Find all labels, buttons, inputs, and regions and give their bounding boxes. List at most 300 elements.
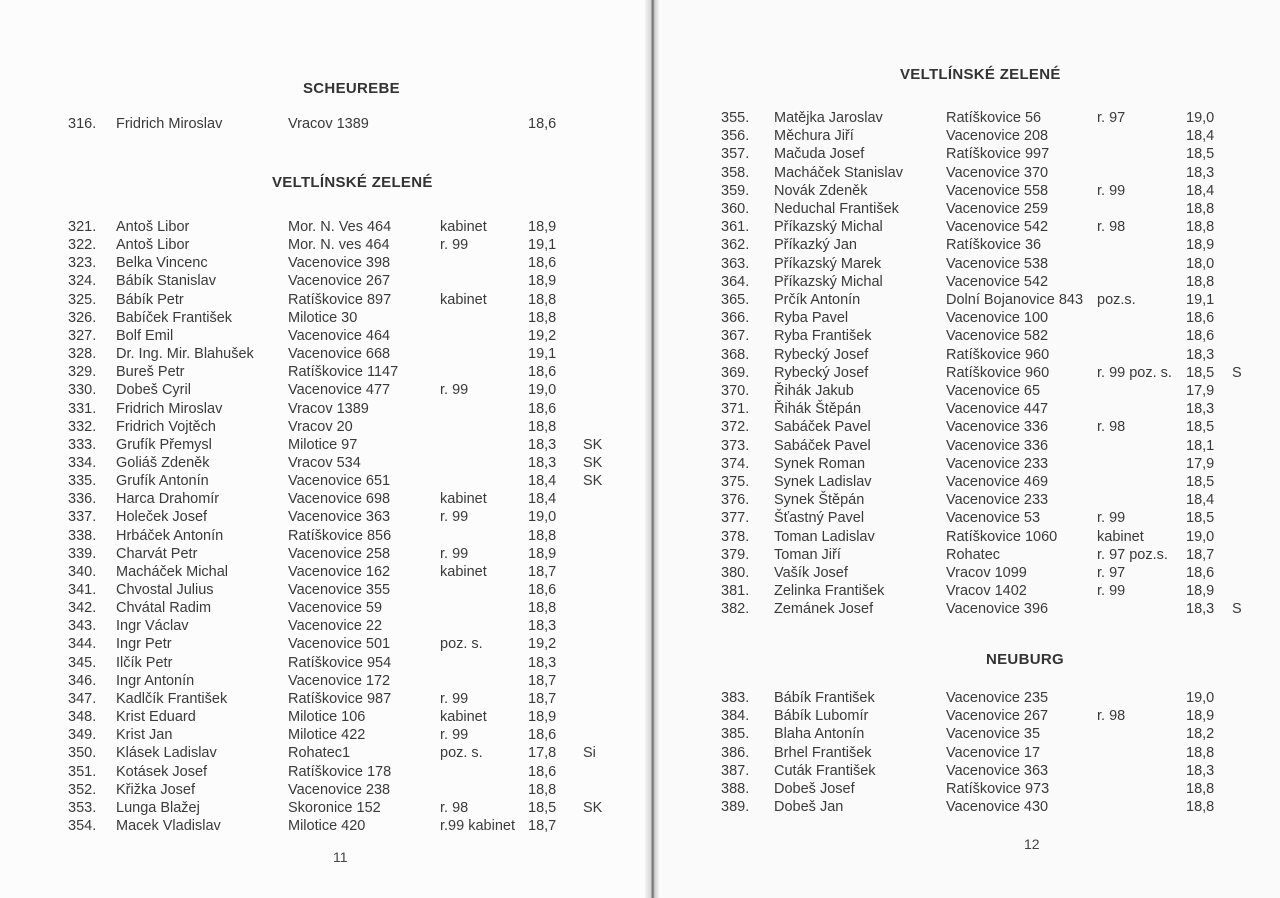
cell-name: Cuták František (774, 762, 876, 779)
cell-note: r. 99 (1097, 583, 1126, 600)
cell-address: Vacenovice 267 (288, 273, 391, 290)
cell-no: 350. (68, 745, 97, 762)
cell-name: Klásek Ladislav (116, 745, 217, 762)
cell-score: 18,9 (528, 709, 557, 726)
cell-score: 19,0 (528, 509, 557, 526)
cell-name: Chvátal Radim (116, 600, 212, 617)
table-row (0, 655, 640, 673)
cell-address: Rohatec (946, 546, 1001, 563)
cell-address: Milotice 420 (288, 817, 366, 834)
cell-name: Příkazský Marek (774, 255, 882, 272)
table-row (650, 146, 1280, 164)
cell-name: Novák Zdeněk (774, 182, 868, 199)
cell-address: Ratíškovice 1147 (288, 364, 399, 381)
table-row (0, 509, 640, 527)
cell-no: 325. (68, 291, 97, 308)
cell-note: poz. s. (440, 636, 483, 653)
cell-score: 19,2 (528, 327, 557, 344)
cell-address: Ratíškovice 1060 (946, 528, 1058, 545)
cell-name: Zelinka František (774, 583, 885, 600)
cell-address: Vacenovice 233 (946, 492, 1049, 509)
cell-no: 362. (721, 237, 750, 254)
cell-name: Goliáš Zdeněk (116, 454, 210, 471)
cell-name: Charvát Petr (116, 545, 198, 562)
cell-score: 18,3 (528, 454, 557, 471)
cell-score: 18,7 (1186, 546, 1215, 563)
table-row (650, 690, 1280, 708)
right-page (650, 0, 1280, 898)
cell-address: Vacenovice 162 (288, 563, 391, 580)
cell-name: Zemánek Josef (774, 601, 874, 618)
cell-note: kabinet (1097, 528, 1144, 545)
cell-address: Vacenovice 582 (946, 328, 1049, 345)
cell-no: 316. (68, 116, 97, 132)
cell-score: 18,9 (528, 273, 557, 290)
cell-address: Vacenovice 336 (946, 437, 1049, 454)
table-row (650, 183, 1280, 201)
table-row (650, 237, 1280, 255)
cell-score: 18,8 (528, 527, 557, 544)
cell-name: Toman Ladislav (774, 528, 875, 545)
table-row (650, 529, 1280, 547)
table-row (650, 365, 1280, 383)
cell-name: Prčík Antonín (774, 292, 861, 308)
cell-score: 18,8 (1186, 219, 1215, 236)
cell-address: Vacenovice 35 (946, 726, 1041, 743)
cell-name: Babíček František (116, 309, 233, 326)
cell-note: kabinet (440, 709, 487, 726)
cell-name: Příkazský Michal (774, 273, 883, 290)
table-row (650, 438, 1280, 456)
table-row (0, 618, 640, 636)
table-row (650, 799, 1280, 817)
cell-no: 386. (721, 744, 750, 761)
cell-score: 18,6 (1186, 328, 1215, 345)
cell-no: 381. (721, 583, 750, 600)
cell-address: Vacenovice 464 (288, 327, 391, 344)
cell-address: Milotice 422 (288, 727, 366, 744)
cell-name: Řihák Jakub (774, 383, 854, 399)
cell-name: Křižka Josef (116, 781, 195, 798)
table-row (0, 219, 640, 237)
cell-name: Ryba František (774, 328, 872, 345)
cell-score: 18,8 (1186, 799, 1215, 816)
cell-no: 348. (68, 709, 97, 726)
cell-score: 18,4 (1186, 128, 1215, 145)
cell-no: 343. (68, 618, 97, 635)
cell-name: Matějka Jaroslav (774, 110, 883, 126)
section-heading: VELTLÍNSKÉ ZELENÉ (272, 174, 433, 191)
cell-address: Vacenovice 447 (946, 401, 1049, 418)
cell-note: r. 97 poz.s. (1097, 546, 1168, 563)
table-row (0, 800, 640, 818)
cell-no: 359. (721, 182, 750, 199)
cell-name: Dobeš Cyril (116, 382, 191, 399)
cell-name: Bolf Emil (116, 327, 174, 344)
table-row (650, 763, 1280, 781)
cell-address: Skoronice 152 (288, 799, 381, 816)
cell-no: 336. (68, 491, 97, 508)
cell-name: Synek Ladislav (774, 474, 872, 490)
cell-score: 19,1 (528, 237, 557, 254)
cell-name: Belka Vincenc (116, 255, 208, 272)
cell-address: Ratíškovice 973 (946, 781, 1050, 797)
cell-score: 18,3 (1186, 601, 1215, 618)
table-row (0, 273, 640, 291)
cell-score: 18,6 (528, 727, 557, 744)
cell-note: r. 99 (440, 382, 469, 399)
table-row (650, 347, 1280, 365)
table-row (650, 274, 1280, 292)
cell-no: 357. (721, 146, 750, 163)
cell-note: kabinet (440, 219, 487, 235)
cell-no: 371. (721, 401, 750, 418)
cell-score: 17,9 (1186, 383, 1215, 399)
cell-no: 323. (68, 255, 97, 272)
cell-address: Vacenovice 651 (288, 473, 391, 490)
cell-no: 333. (68, 436, 97, 453)
cell-note: kabinet (440, 491, 487, 508)
cell-score: 18,8 (1186, 744, 1215, 761)
section-heading: SCHEUREBE (303, 80, 400, 97)
cell-no: 321. (68, 219, 97, 235)
cell-score: 18,1 (1186, 437, 1215, 454)
cell-address: Ratíškovice 954 (288, 654, 392, 671)
cell-no: 389. (721, 799, 750, 816)
cell-score: 18,6 (528, 255, 557, 272)
cell-no: 342. (68, 600, 97, 617)
cell-mark: S (1232, 364, 1242, 381)
cell-no: 368. (721, 346, 750, 363)
cell-no: 375. (721, 474, 750, 490)
cell-no: 378. (721, 528, 750, 545)
table-row (650, 781, 1280, 799)
cell-score: 18,5 (1186, 364, 1215, 381)
cell-score: 18,9 (1186, 583, 1215, 600)
cell-name: Fridrich Miroslav (116, 400, 223, 417)
table-row (0, 346, 640, 364)
cell-address: Vacenovice 53 (946, 510, 1041, 527)
cell-name: Chvostal Julius (116, 582, 214, 598)
cell-mark: Si (583, 745, 596, 762)
table-row (0, 292, 640, 310)
cell-no: 358. (721, 164, 750, 181)
cell-address: Ratíškovice 178 (288, 763, 392, 780)
cell-address: Ratíškovice 960 (946, 346, 1050, 363)
cell-score: 18,6 (528, 582, 557, 598)
cell-note: kabinet (440, 291, 487, 308)
cell-name: Kadlčík František (116, 690, 228, 707)
cell-name: Ingr Antonín (116, 672, 195, 689)
cell-address: Vacenovice 208 (946, 128, 1049, 145)
cell-address: Vacenovice 538 (946, 255, 1049, 272)
cell-name: Fridrich Vojtěch (116, 418, 216, 435)
cell-name: Ilčík Petr (116, 654, 173, 671)
table-row (0, 401, 640, 419)
cell-score: 18,4 (1186, 182, 1215, 199)
cell-address: Vacenovice 238 (288, 781, 391, 798)
cell-address: Vacenovice 469 (946, 474, 1049, 490)
cell-score: 18,4 (528, 491, 557, 508)
cell-name: Dobeš Jan (774, 799, 844, 816)
cell-no: 384. (721, 708, 750, 725)
cell-address: Vacenovice 363 (946, 762, 1049, 779)
cell-no: 360. (721, 201, 750, 217)
cell-mark: SK (583, 454, 603, 471)
cell-score: 18,3 (528, 618, 557, 635)
cell-address: Ratíškovice 960 (946, 364, 1050, 381)
cell-name: Synek Roman (774, 455, 866, 472)
cell-no: 380. (721, 565, 750, 581)
cell-score: 18,5 (1186, 474, 1215, 490)
table-row (0, 691, 640, 709)
table-row (0, 237, 640, 255)
cell-score: 18,7 (528, 690, 557, 707)
cell-address: Rohatec1 (288, 745, 351, 762)
cell-score: 18,6 (528, 763, 557, 780)
cell-score: 18,8 (528, 600, 557, 617)
cell-score: 18,6 (528, 364, 557, 381)
cell-score: 18,7 (528, 672, 557, 689)
cell-name: Rybecký Josef (774, 346, 869, 363)
cell-address: Vacenovice 558 (946, 182, 1049, 199)
cell-note: r. 99 (440, 237, 469, 254)
cell-no: 365. (721, 292, 750, 308)
cell-note: r.99 kabinet (440, 817, 515, 834)
cell-address: Vacenovice 267 (946, 708, 1049, 725)
cell-no: 337. (68, 509, 97, 526)
table-row (0, 600, 640, 618)
table-row (0, 546, 640, 564)
cell-address: Vacenovice 396 (946, 601, 1049, 618)
cell-no: 322. (68, 237, 97, 254)
cell-no: 327. (68, 327, 97, 344)
cell-address: Vracov 1389 (288, 116, 369, 132)
cell-address: Vacenovice 172 (288, 672, 391, 689)
table-row (650, 583, 1280, 601)
cell-name: Toman Jiří (774, 546, 841, 563)
cell-address: Vacenovice 355 (288, 582, 391, 598)
table-row (0, 491, 640, 509)
cell-no: 364. (721, 273, 750, 290)
cell-address: Vacenovice 259 (946, 201, 1049, 217)
cell-score: 18,6 (528, 400, 557, 417)
cell-address: Vracov 534 (288, 454, 361, 471)
cell-score: 18,3 (1186, 346, 1215, 363)
cell-no: 332. (68, 418, 97, 435)
table-row (650, 292, 1280, 310)
cell-score: 18,8 (528, 309, 557, 326)
table-row (0, 764, 640, 782)
cell-name: Bábík Lubomír (774, 708, 869, 725)
cell-no: 363. (721, 255, 750, 272)
cell-address: Ratíškovice 987 (288, 690, 392, 707)
cell-address: Dolní Bojanovice 843 (946, 292, 1084, 308)
cell-no: 372. (721, 419, 750, 436)
cell-score: 18,3 (1186, 401, 1215, 418)
cell-no: 377. (721, 510, 750, 527)
cell-name: Macháček Stanislav (774, 164, 903, 181)
table-row (650, 401, 1280, 419)
cell-name: Harca Drahomír (116, 491, 220, 508)
cell-address: Vacenovice 542 (946, 273, 1049, 290)
cell-name: Šťastný Pavel (774, 510, 865, 527)
cell-address: Vacenovice 233 (946, 455, 1049, 472)
cell-name: Krist Jan (116, 727, 173, 744)
cell-score: 19,0 (528, 382, 557, 399)
cell-score: 18,8 (1186, 781, 1215, 797)
table-row (650, 565, 1280, 583)
cell-address: Vacenovice 542 (946, 219, 1049, 236)
cell-note: poz. s. (440, 745, 483, 762)
cell-address: Vacenovice 258 (288, 545, 391, 562)
cell-note: r. 98 (1097, 708, 1126, 725)
cell-no: 347. (68, 690, 97, 707)
cell-score: 19,2 (528, 636, 557, 653)
cell-address: Vracov 1402 (946, 583, 1027, 600)
cell-no: 341. (68, 582, 97, 598)
cell-name: Sabáček Pavel (774, 419, 871, 436)
cell-no: 379. (721, 546, 750, 563)
cell-note: r. 97 (1097, 110, 1126, 126)
table-row (0, 310, 640, 328)
table-row (0, 582, 640, 600)
cell-no: 338. (68, 527, 97, 544)
table-row (0, 364, 640, 382)
cell-no: 329. (68, 364, 97, 381)
table-row (650, 165, 1280, 183)
cell-name: Sabáček Pavel (774, 437, 871, 454)
cell-no: 346. (68, 672, 97, 689)
cell-score: 19,0 (1186, 690, 1215, 706)
cell-no: 376. (721, 492, 750, 509)
cell-note: r. 99 (1097, 182, 1126, 199)
cell-score: 18,9 (1186, 237, 1215, 254)
cell-score: 19,0 (1186, 110, 1215, 126)
cell-name: Grufík Přemysl (116, 436, 212, 453)
cell-score: 18,8 (1186, 201, 1215, 217)
table-row (0, 455, 640, 473)
cell-score: 18,3 (528, 436, 557, 453)
cell-no: 351. (68, 763, 97, 780)
cell-score: 18,7 (528, 817, 557, 834)
cell-name: Dobeš Josef (774, 781, 855, 797)
cell-name: Bábík Petr (116, 291, 184, 308)
cell-score: 18,3 (1186, 164, 1215, 181)
table-row (650, 474, 1280, 492)
cell-note: r. 98 (440, 799, 469, 816)
book-spine (645, 0, 659, 898)
cell-name: Krist Eduard (116, 709, 196, 726)
cell-note: r. 99 poz. s. (1097, 364, 1172, 381)
cell-address: Vacenovice 430 (946, 799, 1049, 816)
cell-address: Milotice 30 (288, 309, 358, 326)
cell-no: 340. (68, 563, 97, 580)
cell-address: Vacenovice 501 (288, 636, 391, 653)
cell-name: Ryba Pavel (774, 310, 849, 327)
cell-no: 373. (721, 437, 750, 454)
cell-no: 352. (68, 781, 97, 798)
cell-address: Ratíškovice 36 (946, 237, 1042, 254)
table-row (650, 419, 1280, 437)
table-row (0, 636, 640, 654)
page-number: 12 (1024, 836, 1040, 852)
table-row (650, 708, 1280, 726)
cell-score: 18,7 (528, 563, 557, 580)
cell-score: 18,6 (1186, 565, 1215, 581)
cell-note: r. 99 (440, 690, 469, 707)
cell-score: 18,9 (528, 545, 557, 562)
cell-score: 18,8 (528, 781, 557, 798)
cell-note: r. 97 (1097, 565, 1126, 581)
table-row (0, 473, 640, 491)
cell-score: 18,5 (1186, 510, 1215, 527)
cell-name: Antoš Libor (116, 237, 190, 254)
cell-no: 344. (68, 636, 97, 653)
table-row (650, 310, 1280, 328)
cell-name: Macek Vladislav (116, 817, 221, 834)
cell-score: 18,3 (528, 654, 557, 671)
table-row (650, 726, 1280, 744)
cell-address: Vacenovice 65 (946, 383, 1041, 399)
cell-address: Mor. N. Ves 464 (288, 219, 392, 235)
cell-score: 18,8 (528, 418, 557, 435)
cell-name: Fridrich Miroslav (116, 116, 223, 132)
cell-address: Vacenovice 398 (288, 255, 391, 272)
table-row (650, 510, 1280, 528)
cell-address: Vacenovice 22 (288, 618, 383, 635)
cell-no: 383. (721, 690, 750, 706)
cell-address: Vacenovice 477 (288, 382, 391, 399)
cell-name: Hrbáček Antonín (116, 527, 224, 544)
table-row (650, 383, 1280, 401)
cell-score: 18,8 (528, 291, 557, 308)
cell-score: 17,8 (528, 745, 557, 762)
cell-address: Mor. N. ves 464 (288, 237, 390, 254)
cell-address: Milotice 97 (288, 436, 358, 453)
cell-address: Vacenovice 17 (946, 744, 1041, 761)
page-number: 11 (333, 849, 348, 865)
cell-address: Vacenovice 235 (946, 690, 1049, 706)
cell-score: 18,0 (1186, 255, 1215, 272)
cell-score: 18,6 (528, 116, 557, 132)
cell-note: kabinet (440, 563, 487, 580)
table-row (0, 255, 640, 273)
cell-no: 330. (68, 382, 97, 399)
cell-score: 18,5 (528, 799, 557, 816)
cell-score: 18,8 (1186, 273, 1215, 290)
cell-name: Řihák Štěpán (774, 401, 862, 418)
cell-name: Ingr Václav (116, 618, 189, 635)
cell-score: 18,6 (1186, 310, 1215, 327)
cell-name: Synek Štěpán (774, 492, 865, 509)
cell-score: 19,1 (1186, 292, 1215, 308)
cell-no: 349. (68, 727, 97, 744)
cell-score: 18,9 (1186, 708, 1215, 725)
cell-no: 328. (68, 346, 97, 363)
cell-note: poz.s. (1097, 292, 1136, 308)
cell-address: Vacenovice 336 (946, 419, 1049, 436)
cell-no: 361. (721, 219, 750, 236)
cell-address: Ratíškovice 897 (288, 291, 392, 308)
table-row (0, 528, 640, 546)
cell-no: 369. (721, 364, 750, 381)
cell-no: 324. (68, 273, 97, 290)
table-row (0, 328, 640, 346)
cell-no: 367. (721, 328, 750, 345)
cell-address: Vracov 1099 (946, 565, 1027, 581)
cell-mark: SK (583, 799, 603, 816)
